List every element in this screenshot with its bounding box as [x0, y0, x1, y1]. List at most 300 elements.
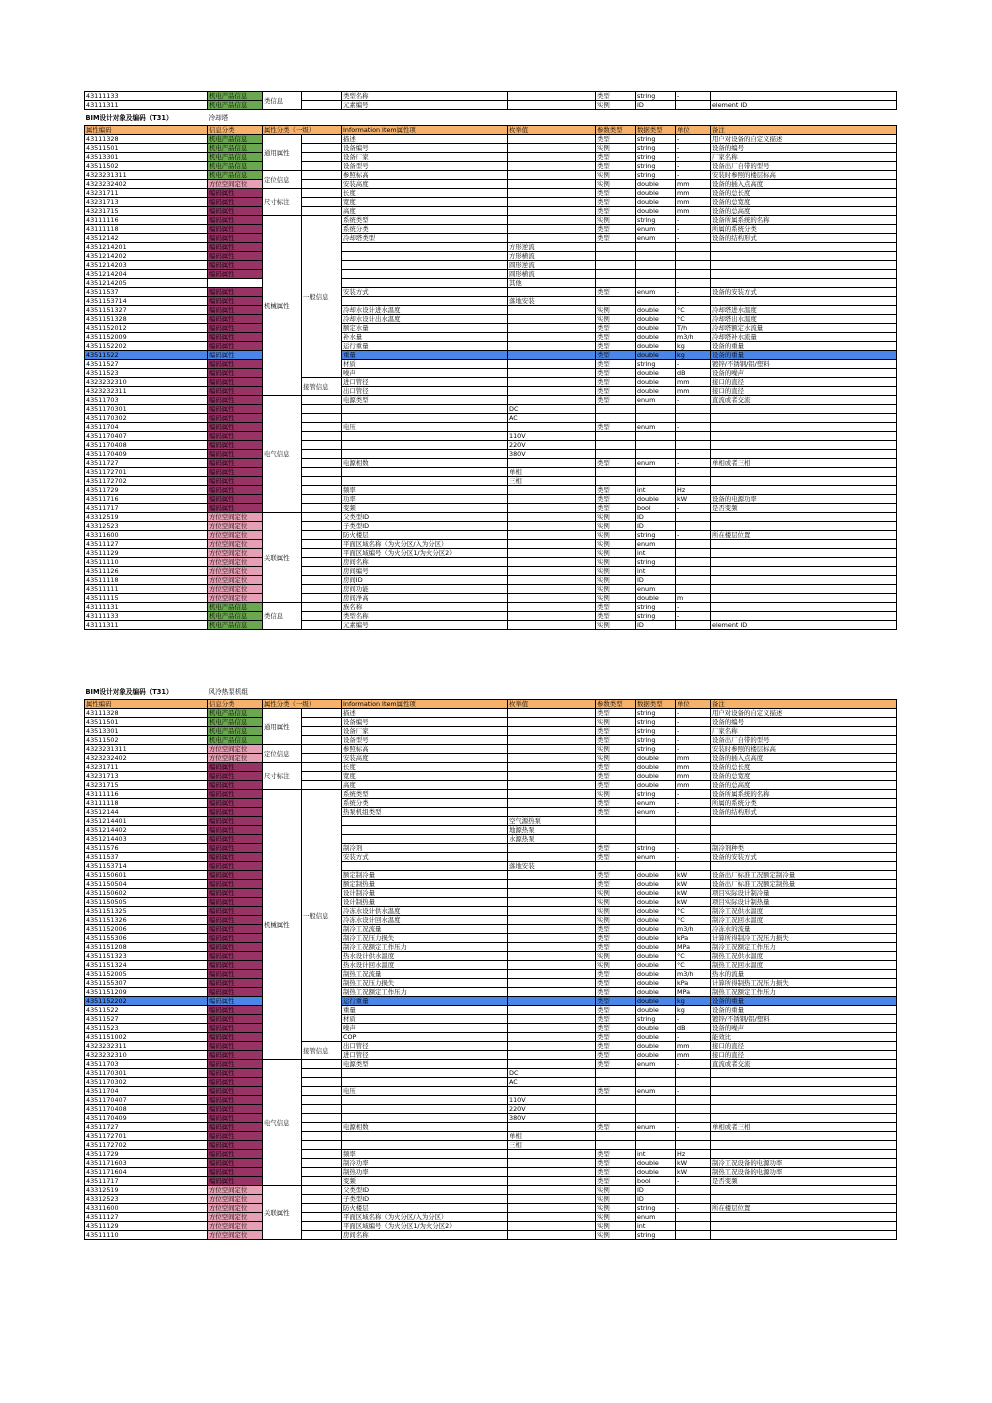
info-class-cell: 编码属性: [208, 342, 263, 351]
group-label: 接管信息: [302, 1042, 342, 1060]
info-item-cell: [342, 243, 508, 252]
remark-cell: [711, 441, 897, 450]
remark-cell: 制冷剂种类: [711, 844, 897, 853]
info-class-cell: 编码属性: [208, 324, 263, 333]
unit-cell: -: [676, 1060, 711, 1069]
attr-class-2-cell: [302, 198, 342, 207]
column-header: 属性编码: [85, 700, 208, 709]
data-type-cell: int: [636, 567, 676, 576]
param-type-cell: 类型: [596, 970, 636, 979]
attr-class-2-cell: [302, 1204, 342, 1213]
attr-class-2-cell: [302, 441, 342, 450]
code-cell: 4351170408: [85, 441, 208, 450]
unit-cell: [676, 558, 711, 567]
header-row: [85, 126, 897, 135]
attr-class-2-cell: [302, 1087, 342, 1096]
group-label: 一般信息: [302, 216, 342, 378]
enum-value-cell: [508, 369, 596, 378]
param-type-cell: 类型: [596, 844, 636, 853]
data-type-cell: double: [636, 594, 676, 603]
info-item-cell: 运行重量: [342, 997, 508, 1006]
unit-cell: mm: [676, 781, 711, 790]
column-header: 单位: [676, 126, 711, 135]
param-type-cell: 实例: [596, 1231, 636, 1240]
unit-cell: -: [676, 1087, 711, 1096]
code-cell: 4351151327: [85, 306, 208, 315]
info-item-cell: 额定制热量: [342, 880, 508, 889]
code-cell: 43511703: [85, 396, 208, 405]
unit-cell: -: [676, 790, 711, 799]
info-class-cell: [208, 279, 263, 288]
remark-cell: 冷却塔补水流量: [711, 333, 897, 342]
enum-value-cell: [508, 745, 596, 754]
param-type-cell: 实例: [596, 306, 636, 315]
group-label: 电气信息: [263, 1060, 302, 1186]
table-row: [85, 144, 897, 153]
code-cell: 43111118: [85, 225, 208, 234]
remark-cell: 设备的编号: [711, 718, 897, 727]
data-type-cell: double: [636, 907, 676, 916]
unit-cell: dB: [676, 369, 711, 378]
code-cell: 4351170302: [85, 414, 208, 423]
column-header: 枚举值: [508, 126, 596, 135]
table-row: [85, 378, 897, 387]
remark-cell: [711, 261, 897, 270]
remark-cell: 热水的流量: [711, 970, 897, 979]
remark-cell: 设备的安装方式: [711, 853, 897, 862]
table-row: [85, 270, 897, 279]
info-item-cell: 制热功率: [342, 1168, 508, 1177]
data-type-cell: string: [636, 727, 676, 736]
remark-cell: [711, 270, 897, 279]
remark-cell: [711, 477, 897, 486]
enum-value-cell: [508, 1024, 596, 1033]
enum-value-cell: [508, 853, 596, 862]
data-type-cell: bool: [636, 1177, 676, 1186]
info-item-cell: 进口管径: [342, 1051, 508, 1060]
unit-cell: -: [676, 92, 711, 101]
data-type-cell: double: [636, 925, 676, 934]
data-type-cell: [636, 826, 676, 835]
info-item-cell: 材质: [342, 360, 508, 369]
data-type-cell: string: [636, 612, 676, 621]
code-cell: 4351151208: [85, 943, 208, 952]
info-item-cell: 描述: [342, 709, 508, 718]
info-class-cell: 机电产品信息: [208, 718, 263, 727]
remark-cell: [711, 414, 897, 423]
top-rows-table: [84, 91, 897, 110]
data-type-cell: double: [636, 943, 676, 952]
table-row: [85, 450, 897, 459]
attr-class-2-cell: [302, 92, 342, 101]
remark-cell: [711, 1150, 897, 1159]
section-title-row: [85, 111, 897, 126]
remark-cell: 设备的重量: [711, 997, 897, 1006]
table-row: [85, 781, 897, 790]
unit-cell: m3/h: [676, 925, 711, 934]
code-cell: 4351150602: [85, 889, 208, 898]
info-class-cell: 编码属性: [208, 916, 263, 925]
info-item-cell: 类型名称: [342, 92, 508, 101]
table-row: [85, 844, 897, 853]
info-item-cell: 热泵机组类型: [342, 808, 508, 817]
info-item-cell: 安装高度: [342, 754, 508, 763]
code-cell: 4351150504: [85, 880, 208, 889]
data-type-cell: double: [636, 1051, 676, 1060]
data-type-cell: [636, 862, 676, 871]
param-type-cell: [596, 1069, 636, 1078]
enum-value-cell: [508, 997, 596, 1006]
data-type-cell: string: [636, 531, 676, 540]
code-cell: 43511129: [85, 1222, 208, 1231]
enum-value-cell: [508, 558, 596, 567]
unit-cell: °C: [676, 952, 711, 961]
unit-cell: -: [676, 1177, 711, 1186]
param-type-cell: [596, 270, 636, 279]
remark-cell: [711, 549, 897, 558]
enum-value-cell: [508, 540, 596, 549]
data-type-cell: double: [636, 324, 676, 333]
column-header: 信息分类: [208, 700, 263, 709]
attr-class-2-cell: [302, 1105, 342, 1114]
remark-cell: 设备的结构形式: [711, 234, 897, 243]
data-type-cell: enum: [636, 799, 676, 808]
info-item-cell: [342, 450, 508, 459]
unit-cell: [676, 270, 711, 279]
group-label: 电气信息: [263, 396, 302, 513]
enum-value-cell: [508, 1177, 596, 1186]
attr-class-2-cell: [302, 1150, 342, 1159]
info-item-cell: 进口管径: [342, 378, 508, 387]
unit-cell: [676, 1213, 711, 1222]
unit-cell: [676, 835, 711, 844]
unit-cell: -: [676, 225, 711, 234]
enum-value-cell: [508, 943, 596, 952]
attr-class-2-cell: [302, 207, 342, 216]
info-item-cell: 制冷工况流量: [342, 925, 508, 934]
param-type-cell: 类型: [596, 360, 636, 369]
data-type-cell: double: [636, 306, 676, 315]
section-title: BIM设计对象及编码（T31）: [85, 114, 173, 122]
unit-cell: [676, 1222, 711, 1231]
unit-cell: [676, 432, 711, 441]
remark-cell: element ID: [711, 621, 897, 630]
info-item-cell: 长度: [342, 189, 508, 198]
param-type-cell: 实例: [596, 144, 636, 153]
param-type-cell: 类型: [596, 1150, 636, 1159]
table-row: [85, 754, 897, 763]
info-item-cell: 电源相数: [342, 1123, 508, 1132]
attr-class-2-cell: [302, 567, 342, 576]
enum-value-cell: [508, 360, 596, 369]
info-class-cell: 编码属性: [208, 961, 263, 970]
unit-cell: °C: [676, 916, 711, 925]
param-type-cell: 类型: [596, 1006, 636, 1015]
unit-cell: kg: [676, 997, 711, 1006]
data-type-cell: double: [636, 916, 676, 925]
unit-cell: [676, 1195, 711, 1204]
info-class-cell: 编码属性: [208, 306, 263, 315]
info-class-cell: 编码属性: [208, 1096, 263, 1105]
data-type-cell: double: [636, 961, 676, 970]
enum-value-cell: AC: [508, 414, 596, 423]
param-type-cell: 类型: [596, 423, 636, 432]
attr-class-2-cell: [302, 468, 342, 477]
info-class-cell: 编码属性: [208, 1024, 263, 1033]
group-label: 尺寸标注: [263, 189, 302, 216]
table-row: [85, 576, 897, 585]
attr-class-2-cell: [302, 1141, 342, 1150]
param-type-cell: 类型: [596, 153, 636, 162]
code-cell: 4351170409: [85, 1114, 208, 1123]
param-type-cell: 类型: [596, 997, 636, 1006]
code-cell: 4351214201: [85, 243, 208, 252]
param-type-cell: 实例: [596, 522, 636, 531]
attr-class-2-cell: [302, 709, 342, 718]
remark-cell: [711, 540, 897, 549]
table-row: [85, 288, 897, 297]
info-item-cell: 设备型号: [342, 162, 508, 171]
info-item-cell: 子类型ID: [342, 522, 508, 531]
data-type-cell: double: [636, 889, 676, 898]
info-class-cell: 编码属性: [208, 772, 263, 781]
enum-value-cell: [508, 1231, 596, 1240]
table-row: [85, 898, 897, 907]
info-item-cell: 变频: [342, 1177, 508, 1186]
unit-cell: [676, 1231, 711, 1240]
remark-cell: 设备的安装方式: [711, 288, 897, 297]
remark-cell: 制冷工况设备的电源功率: [711, 1159, 897, 1168]
data-type-cell: string: [636, 603, 676, 612]
remark-cell: 冷却塔出水温度: [711, 315, 897, 324]
enum-value-cell: [508, 594, 596, 603]
data-type-cell: [636, 1105, 676, 1114]
enum-value-cell: [508, 92, 596, 101]
enum-value-cell: [508, 513, 596, 522]
info-class-cell: 方位空间定位: [208, 1222, 263, 1231]
data-type-cell: [636, 817, 676, 826]
table-row: [85, 216, 897, 225]
info-item-cell: 电源类型: [342, 1060, 508, 1069]
table-row: [85, 1078, 897, 1087]
unit-cell: -: [676, 216, 711, 225]
info-item-cell: 宽度: [342, 772, 508, 781]
code-cell: 43511118: [85, 576, 208, 585]
data-type-cell: ID: [636, 522, 676, 531]
info-class-cell: 编码属性: [208, 1015, 263, 1024]
info-class-cell: 编码属性: [208, 216, 263, 225]
code-cell: 4351214202: [85, 252, 208, 261]
code-cell: 43111116: [85, 216, 208, 225]
table-row: [85, 1087, 897, 1096]
code-cell: 43111311: [85, 101, 208, 110]
unit-cell: [676, 1141, 711, 1150]
code-cell: 43231715: [85, 781, 208, 790]
remark-cell: 设备的总长度: [711, 763, 897, 772]
table-row: [85, 934, 897, 943]
remark-cell: 设备出厂标准工况额定制热量: [711, 880, 897, 889]
info-class-cell: 编码属性: [208, 405, 263, 414]
info-class-cell: 编码属性: [208, 378, 263, 387]
info-item-cell: 出口管径: [342, 1042, 508, 1051]
code-cell: 4351155306: [85, 934, 208, 943]
info-item-cell: [342, 835, 508, 844]
enum-value-cell: [508, 612, 596, 621]
info-class-cell: 编码属性: [208, 243, 263, 252]
table-row: [85, 817, 897, 826]
param-type-cell: 实例: [596, 216, 636, 225]
attr-class-2-cell: [302, 1168, 342, 1177]
table-row: [85, 540, 897, 549]
remark-cell: 直流或者交流: [711, 1060, 897, 1069]
data-type-cell: double: [636, 754, 676, 763]
info-item-cell: 系统分类: [342, 799, 508, 808]
unit-cell: kg: [676, 351, 711, 360]
param-type-cell: 类型: [596, 1051, 636, 1060]
info-item-cell: 设备厂家: [342, 727, 508, 736]
param-type-cell: 实例: [596, 916, 636, 925]
data-type-cell: string: [636, 844, 676, 853]
data-type-cell: [636, 279, 676, 288]
info-class-cell: 方位空间定位: [208, 1195, 263, 1204]
unit-cell: [676, 101, 711, 110]
info-item-cell: COP: [342, 1033, 508, 1042]
table-row: [85, 459, 897, 468]
param-type-cell: 实例: [596, 171, 636, 180]
table-row: [85, 961, 897, 970]
info-item-cell: [342, 441, 508, 450]
info-item-cell: 材质: [342, 1015, 508, 1024]
enum-value-cell: 380V: [508, 1114, 596, 1123]
param-type-cell: 类型: [596, 781, 636, 790]
info-item-cell: 制热工况压力损失: [342, 979, 508, 988]
code-cell: 43111133: [85, 92, 208, 101]
unit-cell: -: [676, 808, 711, 817]
code-cell: 4351150601: [85, 871, 208, 880]
param-type-cell: 实例: [596, 1213, 636, 1222]
remark-cell: [711, 432, 897, 441]
info-item-cell: 安装方式: [342, 288, 508, 297]
unit-cell: -: [676, 162, 711, 171]
attr-class-2-cell: [302, 162, 342, 171]
code-cell: 4351170407: [85, 432, 208, 441]
attr-class-2-cell: [302, 135, 342, 144]
info-item-cell: 冷却水设计进水温度: [342, 306, 508, 315]
table-row: [85, 162, 897, 171]
unit-cell: [676, 405, 711, 414]
info-item-cell: [342, 405, 508, 414]
info-item-cell: 冷却水设计出水温度: [342, 315, 508, 324]
info-item-cell: 噪声: [342, 1024, 508, 1033]
table-row: [85, 333, 897, 342]
info-item-cell: 运行重量: [342, 342, 508, 351]
remark-cell: [711, 450, 897, 459]
data-type-cell: double: [636, 1042, 676, 1051]
unit-cell: [676, 513, 711, 522]
unit-cell: °C: [676, 961, 711, 970]
info-class-cell: 编码属性: [208, 495, 263, 504]
attr-class-2-cell: [302, 153, 342, 162]
remark-cell: 所在楼层位置: [711, 1204, 897, 1213]
param-type-cell: [596, 252, 636, 261]
info-item-cell: 电源类型: [342, 396, 508, 405]
unit-cell: mm: [676, 763, 711, 772]
enum-value-cell: [508, 799, 596, 808]
info-class-cell: 编码属性: [208, 297, 263, 306]
remark-cell: [711, 1186, 897, 1195]
table-row: [85, 1141, 897, 1150]
table-row: [85, 342, 897, 351]
param-type-cell: 类型: [596, 612, 636, 621]
attr-class-2-cell: [302, 1069, 342, 1078]
spacer: [342, 111, 897, 126]
table-row: [85, 405, 897, 414]
attr-class-2-cell: [302, 594, 342, 603]
remark-cell: [711, 1096, 897, 1105]
code-cell: 43511110: [85, 1231, 208, 1240]
enum-value-cell: [508, 1042, 596, 1051]
enum-value-cell: [508, 790, 596, 799]
enum-value-cell: 220V: [508, 441, 596, 450]
attr-class-2-cell: [302, 504, 342, 513]
info-item-cell: 平面区域编号（为火分区1/为火分区2）: [342, 1222, 508, 1231]
unit-cell: [676, 567, 711, 576]
table-row: [85, 603, 897, 612]
remark-cell: 安装时参照的楼层标高: [711, 171, 897, 180]
info-class-cell: 机电产品信息: [208, 603, 263, 612]
unit-cell: [676, 1069, 711, 1078]
data-type-cell: int: [636, 1222, 676, 1231]
table-row: [85, 621, 897, 630]
remark-cell: 设备的重量: [711, 342, 897, 351]
data-type-cell: [636, 297, 676, 306]
info-class-cell: 方位空间定位: [208, 754, 263, 763]
unit-cell: [676, 826, 711, 835]
param-type-cell: 实例: [596, 540, 636, 549]
code-cell: 43511501: [85, 144, 208, 153]
code-cell: 43312523: [85, 1195, 208, 1204]
remark-cell: 制热工况供水温度: [711, 952, 897, 961]
unit-cell: -: [676, 727, 711, 736]
enum-value-cell: [508, 567, 596, 576]
unit-cell: -: [676, 612, 711, 621]
table-row: [85, 871, 897, 880]
attr-class-2-cell: [302, 1213, 342, 1222]
unit-cell: [676, 1096, 711, 1105]
param-type-cell: 类型: [596, 225, 636, 234]
info-class-cell: 方位空间定位: [208, 585, 263, 594]
attr-class-2-cell: [302, 189, 342, 198]
remark-cell: 冷冻水的流量: [711, 925, 897, 934]
table-row: [85, 970, 897, 979]
column-header: 信息分类: [208, 126, 263, 135]
info-item-cell: 电源相数: [342, 459, 508, 468]
attr-class-2-cell: [302, 531, 342, 540]
remark-cell: 制冷工况回水温度: [711, 916, 897, 925]
info-class-cell: 编码属性: [208, 387, 263, 396]
info-item-cell: 冷却塔类型: [342, 234, 508, 243]
code-cell: 4323231311: [85, 171, 208, 180]
unit-cell: [676, 1132, 711, 1141]
param-type-cell: 类型: [596, 198, 636, 207]
code-cell: 43511110: [85, 558, 208, 567]
param-type-cell: 实例: [596, 1195, 636, 1204]
param-type-cell: 实例: [596, 101, 636, 110]
remark-cell: 设备的编号: [711, 144, 897, 153]
unit-cell: -: [676, 745, 711, 754]
info-item-cell: 描述: [342, 135, 508, 144]
info-item-cell: 子类型ID: [342, 1195, 508, 1204]
